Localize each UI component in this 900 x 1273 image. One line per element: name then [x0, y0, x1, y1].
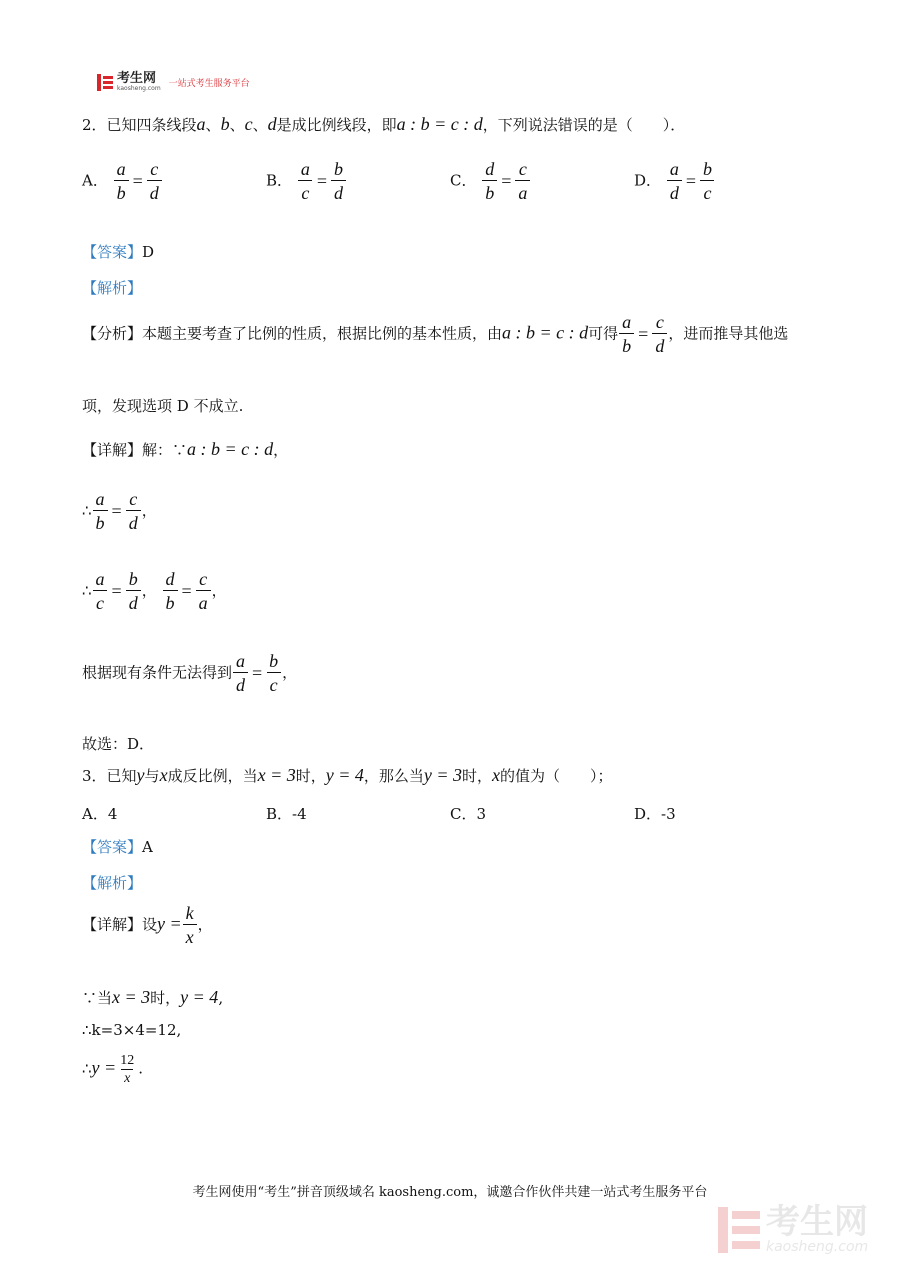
q3-step-1: ∵当x = 3时，y = 4,	[82, 987, 224, 1007]
q2-option-d: D． $\frac{a}{d}$ = $\frac{b}{c}$	[634, 158, 716, 205]
logo-slogan: 一站式考生服务平台	[168, 79, 250, 89]
q2-option-a: A． $\frac{a}{b}$ = $\frac{c}{d}$	[82, 158, 163, 205]
q2-choice: 故选：D．	[82, 735, 155, 753]
q2-answer: 【答案】D	[82, 243, 155, 261]
q3-detail: 【详解】设y = $\frac{k}{x}$ ，	[82, 903, 213, 947]
q2-stem: 2．已知四条线段a、b、c、d是成比例线段，即a : b = c : d，下列说法错误的是（ ）．	[82, 114, 686, 134]
watermark-url: kaosheng.com	[766, 1239, 869, 1255]
page-footer: 考生网使用“考生”拼音顶级域名 kaosheng.com，诚邀合作伙伴共建一站式考生服务平台	[192, 1185, 708, 1200]
q2-step-1: ∴ $\frac{a}{b}$ = $\frac{c}{d}$ ，	[82, 489, 157, 533]
q3-analysis-heading: 【解析】	[82, 874, 143, 892]
q2-fenxi: 【分析】本题主要考查了比例的性质，根据比例的基本性质，由a : b = c : d可得 $\frac{a}{b}$ = $\frac{c}{d}$ ，进而推导其他选	[82, 312, 789, 356]
q3-stem: 3．已知y与x成反比例，当x = 3时，y = 4，那么当y = 3时，x的值为（ ）；	[82, 765, 613, 785]
logo-mark-icon	[97, 74, 113, 91]
q3-option-c: C．3	[450, 805, 487, 823]
q2-conclusion: 根据现有条件无法得到 $\frac{a}{d}$ = $\frac{b}{c}$ ，	[82, 651, 298, 695]
site-logo	[97, 73, 250, 92]
q2-option-c: C． $\frac{d}{b}$ = $\frac{c}{a}$	[450, 158, 531, 205]
q3-option-b: B．-4	[266, 805, 307, 823]
q2-option-b: B． $\frac{a}{c}$ = $\frac{b}{d}$	[266, 158, 347, 205]
watermark-logo-icon	[718, 1207, 760, 1253]
q2-analysis-heading: 【解析】	[82, 279, 143, 297]
q3-answer: 【答案】A	[82, 838, 153, 856]
watermark	[718, 1202, 869, 1255]
q2-detail: 【详解】解：∵a : b = c : d，	[82, 439, 289, 459]
q3-step-3: ∴y = $\frac{12}{x}$ .	[82, 1053, 143, 1086]
q2-step-2: ∴ $\frac{a}{c}$ = $\frac{b}{d}$ ， $\frac{d}{b}$ = $\frac{c}{a}$ ，	[82, 569, 227, 613]
logo-name: 考生网	[117, 71, 157, 86]
q3-option-a: A．4	[82, 805, 118, 823]
watermark-name: 考生网	[766, 1202, 868, 1242]
logo-url: kaosheng.com	[117, 85, 161, 92]
q3-step-2: ∴k=3×4=12,	[82, 1021, 182, 1039]
q3-option-d: D．-3	[634, 805, 676, 823]
q2-fenxi-cont: 项，发现选项 D 不成立.	[82, 397, 244, 415]
